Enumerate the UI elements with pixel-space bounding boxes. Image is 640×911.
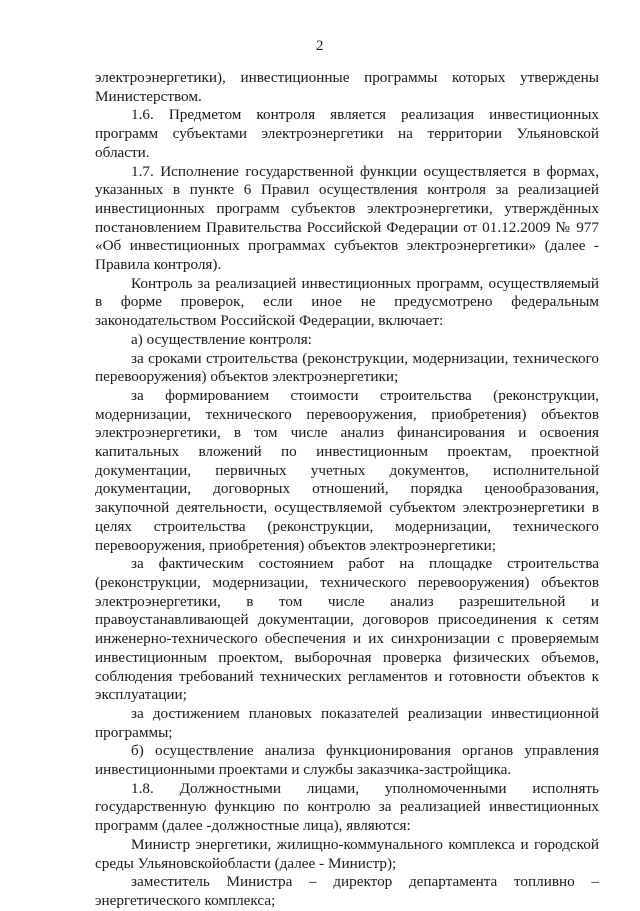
paragraph-1-8: 1.8. Должностными лицами, уполномоченными исполнять государственную функцию по контролю за реализацией инвестиционных программ (далее -должностные лица), являются:: [95, 779, 599, 835]
document-body: [95, 69, 599, 911]
paragraph-1-6: 1.6. Предметом контроля является реализация инвестиционных программ субъектами электроэнергетики на территории Ульяновской области.: [95, 106, 599, 161]
page-number: 2: [316, 38, 324, 54]
list-item-plan-indicators: за достижением плановых показателей реализации инвестиционной программы;: [95, 704, 599, 741]
list-item-a: а) осуществление контроля:: [131, 330, 312, 348]
list-item-actual-state: за фактическим состоянием работ на площадке строительства (реконструкции, модернизации, технического перевооружения) объектов электроэнергетики, в том числе анализ разрешительной и правоустанавливающей документации, договоров присоединения к сетям инженерно-технического обеспечения и их синхронизации с проверяемым инвестиционным проектом, выборочная проверка физических объемов, соблюдения требований технических регламентов и готовности объектов к эксплуатации;: [95, 555, 599, 704]
list-item-b: б) осуществление анализа функционирования органов управления инвестиционными проектами и службы заказчика-застройщика.: [95, 742, 599, 779]
official-deputy-minister: заместитель Министра – директор департамента топливно – энергетического комплекса;: [95, 873, 599, 909]
paragraph-1-7: 1.7. Исполнение государственной функции осуществляется в формах, указанных в пункте 6 Правил осуществления контроля за реализацией инвестиционных программ субъектов электроэнергетики, утверждённых постановлением Правительства Российской Федерации от 01.12.2009 № 977 «Об инвестиционных программах субъектов электроэнергетики» (далее - Правила контроля).: [95, 162, 599, 274]
list-item-cost-formation: за формированием стоимости строительства (реконструкции, модернизации, технического перевооружения, приобретения) объектов электроэнергетики, в том числе анализ финансирования и освоения капитальных вложений по инвестиционным проектам, проектной документации, первичных учетных документов, исполнительной документации, договорных отношений, порядка ценообразования, закупочной деятельности, осуществляемой субъектом электроэнергетики в целях строительства (реконструкции, модернизации, технического перевооружения, приобретения) объектов электроэнергетики;: [95, 386, 599, 554]
paragraph-continuation: электроэнергетики), инвестиционные программы которых утверждены Министерством.: [95, 69, 599, 105]
official-minister: Министр энергетики, жилищно-коммунального комплекса и городской среды Ульяновскойобласти (далее - Министр);: [95, 835, 599, 872]
list-item-construction-terms: за сроками строительства (реконструкции, модернизации, технического перевооружения) объектов электроэнергетики;: [95, 349, 599, 386]
paragraph-control-intro: Контроль за реализацией инвестиционных программ, осуществляемый в форме проверок, если иное не предусмотрено федеральным законодательством Российской Федерации, включает:: [95, 274, 599, 330]
